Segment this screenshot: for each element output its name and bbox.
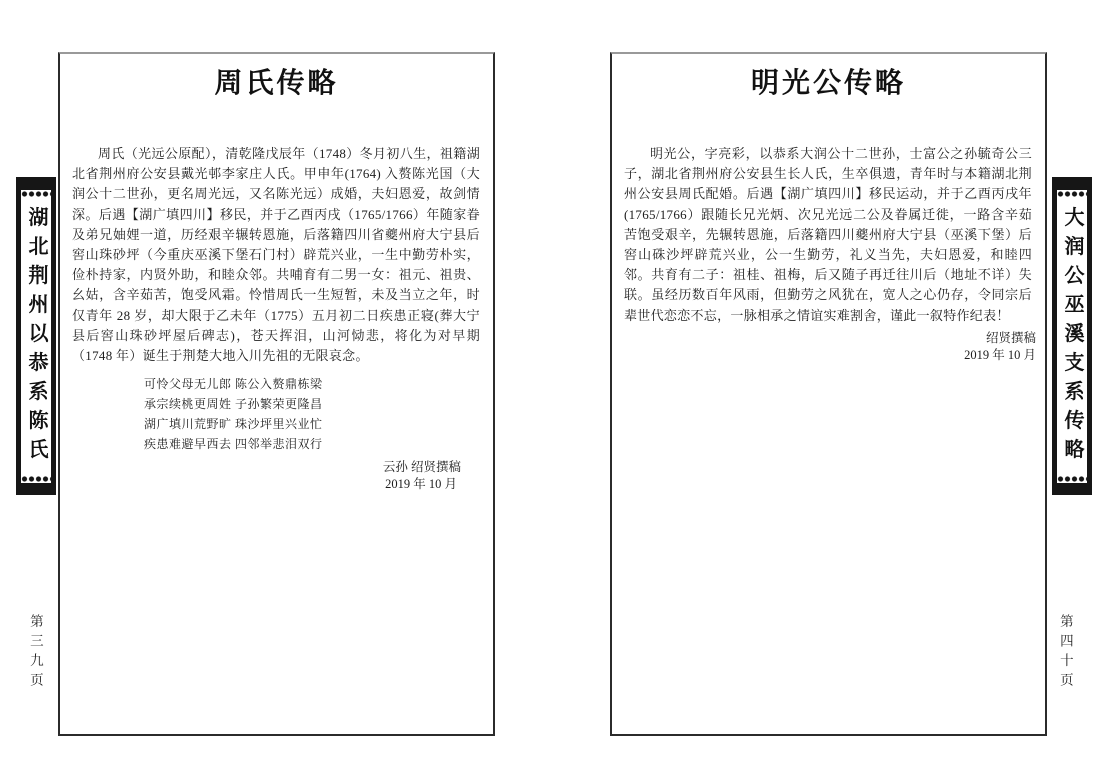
right-biography-paragraph: 明光公，字亮彩，以恭系大润公十二世孙，士富公之孙毓奇公三子，湖北省荆州府公安县生长人氏，生卒俱遗，青年时与本籍湖北荆州公安县周氏配婚。后遇【湖广填四川】移民运动，并于乙酉丙戌年(1765/1766）跟随长兄光炳、次兄光远二公及眷属迁徙，一路含辛茹苦饱受艰辛，先辗转恩施，后落籍四川夔州府大宁县（巫溪下堡）后窖山硃沙坪辟荒兴业，公一生勤劳，礼义当先，夫妇恩爱，和睦四邻。共育有二子：祖桂、祖梅，后又随子再迁往川后（地址不详）失联。虽经历数百年风雨，但勤劳之风犹在，宽人之心仍存，令同宗后辈世代恋恋不忘，一脉相承之情谊实难割舍，谨此一叙特作纪表！ <box>624 146 1032 323</box>
left-biography-paragraph: 周氏（光远公原配），清乾隆戊辰年（1748）冬月初八生，祖籍湖北省荆州府公安县戴光邨李家庄人氏。甲申年(1764) 入赘陈光国（大润公十二世孙，更名周光远，又名陈光远）成婚，夫妇恩爱，故剑情深。后遇【湖广填四川】移民，并于乙酉丙戌（1765/1766）年随家眷及弟兄妯娌一道，历经艰辛辗转恩施，后落籍四川省夔州府大宁县后窖山珠砂坪（今重庆巫溪下堡石门村）辟荒兴业，一生中勤劳朴实，俭朴持家，内贤外助，和睦众邻。共哺育有二男一女：祖元、祖贵、幺姑，含辛茹苦，饱受风霜。怜惜周氏一生短暂，未及当立之年，时仅青年 28 岁，却大限于乙未年（1775）五月初二日疾患正寝(葬大宁县后窖山珠砂坪屋后碑志)，苍天挥泪，山河恸悲，将化为对早期（1748 年）诞生于荆楚大地入川先祖的无限哀念。 <box>72 146 480 364</box>
right-page-title: 明光公传略 <box>750 67 906 98</box>
right-author-signature: 绍贤撰稿 <box>985 330 1036 345</box>
left-banner-ornate-panel <box>20 189 52 484</box>
verse-line: 湖广填川荒野旷 珠沙坪里兴业忙 <box>144 417 323 432</box>
left-page-number: 第三九页 <box>27 614 43 692</box>
right-signature-date: 2019 年 10 月 <box>964 347 1036 362</box>
left-banner-text: 湖北荆州以恭系陈氏 <box>25 206 47 467</box>
verse-line: 可怜父母无儿郎 陈公入赘鼎栋梁 <box>144 377 323 392</box>
right-banner-ornate-panel <box>1056 189 1088 484</box>
left-page <box>58 52 495 736</box>
left-side-banner <box>16 177 56 495</box>
right-side-banner <box>1052 177 1092 495</box>
left-author-signature: 云孙 绍贤撰稿 <box>382 460 461 475</box>
right-page <box>610 52 1047 736</box>
memorial-verse <box>60 374 493 454</box>
right-page-number: 第四十页 <box>1057 614 1073 692</box>
left-signature-date: 2019 年 10 月 <box>385 477 457 492</box>
right-banner-text: 大润公巫溪支系传略 <box>1061 206 1083 467</box>
left-page-title: 周氏传略 <box>214 67 339 98</box>
verse-line: 疾患难避早西去 四邻举悲泪双行 <box>144 437 323 452</box>
verse-line: 承宗续桃更周姓 子孙繁荣更隆昌 <box>144 397 323 412</box>
